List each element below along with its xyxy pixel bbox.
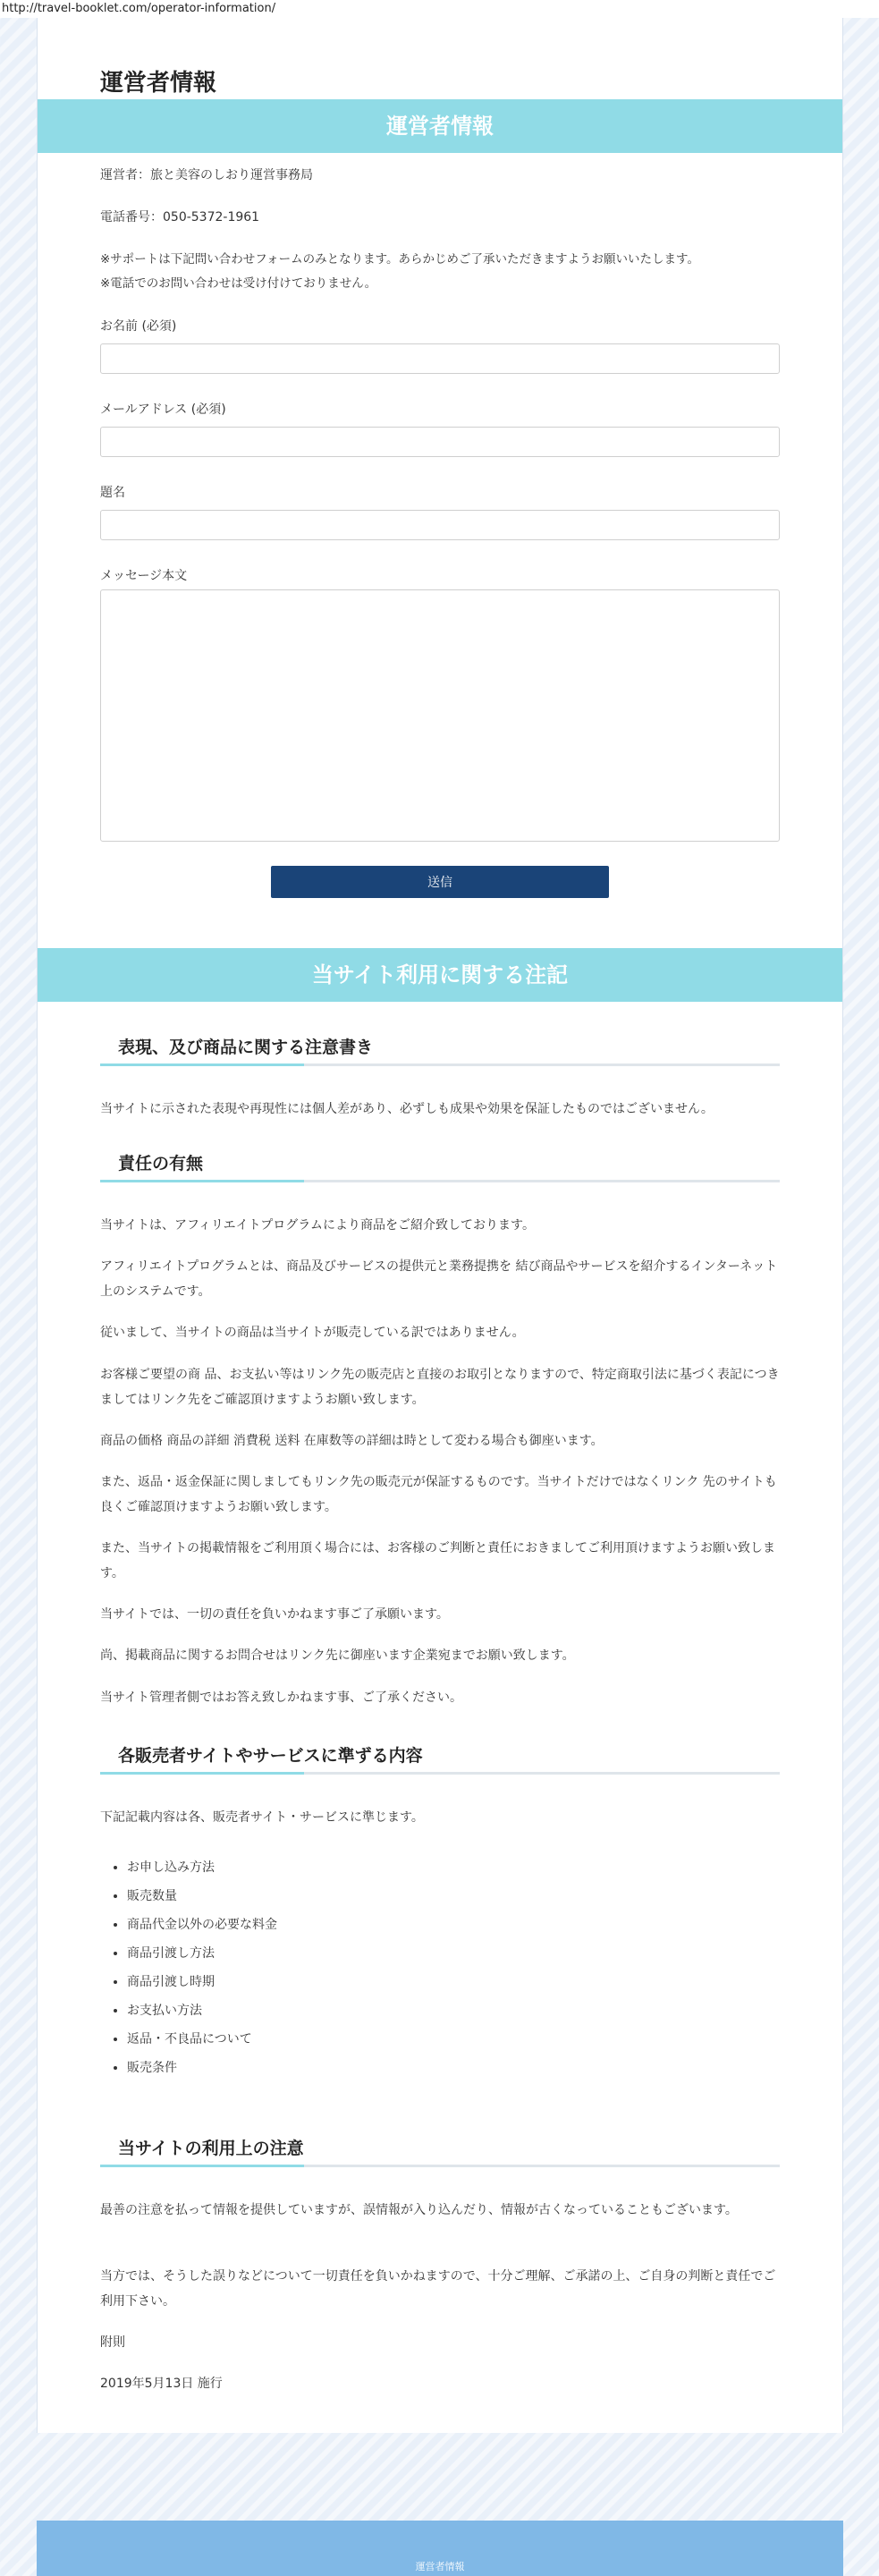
list-item: • お申し込み方法 xyxy=(127,1853,277,1882)
list-item: • お支払い方法 xyxy=(127,1996,277,2025)
subject-input[interactable] xyxy=(100,510,780,540)
vendor-items-list xyxy=(100,1853,277,2082)
list-item: • 商品引渡し時期 xyxy=(127,1968,277,1996)
footer xyxy=(37,2521,843,2576)
footer-link-operator[interactable]: 運営者情報 xyxy=(415,2561,465,2572)
section-heading-responsibility: 責任の有無 xyxy=(100,1150,780,1182)
responsibility-p9: 尚、掲載商品に関するお問合せはリンク先に御座います企業宛までお願い致します。 xyxy=(100,1648,575,1663)
vendors-intro: 下記記載内容は各、販売者サイト・サービスに準じます。 xyxy=(100,1810,424,1825)
list-item: • 商品引渡し方法 xyxy=(127,1939,277,1968)
support-note: ※サポートは下記問い合わせフォームのみとなります。あらかじめご了承いただきますようお願いいたします。 xyxy=(100,252,699,267)
phone-note: ※電話でのお問い合わせは受け付けておりません。 xyxy=(100,276,377,291)
list-item: • 販売数量 xyxy=(127,1882,277,1911)
responsibility-p10: 当サイト管理者側ではお答え致しかねます事、ご了承ください。 xyxy=(100,1690,463,1705)
site-notes-band: 当サイト利用に関する注記 xyxy=(38,948,842,1002)
message-textarea[interactable] xyxy=(100,589,780,842)
section-heading-vendors: 各販売者サイトやサービスに準ずる内容 xyxy=(100,1742,780,1775)
page-title: 運営者情報 xyxy=(100,70,217,97)
expression-text: 当サイトに示された表現や再現性には個人差があり、必ずしも成果や効果を保証したものではございません。 xyxy=(100,1102,714,1116)
responsibility-p1: 当サイトは、アフィリエイトプログラムにより商品をご紹介致しております。 xyxy=(100,1218,535,1233)
responsibility-p3: 従いまして、当サイトの商品は当サイトが販売している訳ではありません。 xyxy=(100,1326,525,1340)
usage-p2: 当方では、そうした誤りなどについて一切責任を負いかねますので、十分ご理解、ご承諾の上、ご自身の判断と責任でご利用下さい。 xyxy=(100,2269,776,2309)
responsibility-p8: 当サイトでは、一切の責任を負いかねます事ご了承願います。 xyxy=(100,1607,449,1622)
section-heading-expression: 表現、及び商品に関する注意書き xyxy=(100,1034,780,1066)
responsibility-p6: また、返品・返金保証に関しましてもリンク先の販売元が保証するものです。当サイトだけではなくリンク 先のサイトも良くご確認頂けますようお願い致します。 xyxy=(100,1475,777,1514)
responsibility-p7: また、当サイトの掲載情報をご利用頂く場合には、お客様のご判断と責任におきましてご利用頂けますようお願い致します。 xyxy=(100,1541,776,1580)
email-input[interactable] xyxy=(100,427,780,457)
list-item: • 返品・不良品について xyxy=(127,2025,277,2054)
usage-p1: 最善の注意を払って情報を提供していますが、誤情報が入り込んだり、情報が古くなっていることもございます。 xyxy=(100,2203,738,2217)
responsibility-p4: お客様ご要望の商 品、お支払い等はリンク先の販売店と直接のお取引となりますので、特定商取引法に基づく表記につきましてはリンク先をご確認頂けますようお願い致します。 xyxy=(100,1368,780,1407)
usage-p3: 附則 xyxy=(100,2335,125,2350)
operator-info-band: 運営者情報 xyxy=(38,99,842,153)
responsibility-p5: 商品の価格 商品の詳細 消費税 送料 在庫数等の詳細は時として変わる場合も御座います。 xyxy=(100,1434,604,1448)
name-label: お名前 (必須) xyxy=(100,319,177,334)
list-item: • 販売条件 xyxy=(127,2054,277,2082)
operator-name: 運営者：旅と美容のしおり運営事務局 xyxy=(100,168,313,182)
submit-button[interactable]: 送信 xyxy=(271,866,609,898)
section-heading-usage: 当サイトの利用上の注意 xyxy=(100,2135,780,2167)
browser-url-bar[interactable]: http://travel-booklet.com/operator-information/ xyxy=(0,0,879,18)
content-card xyxy=(37,18,843,2433)
message-label: メッセージ本文 xyxy=(100,569,188,583)
operator-phone: 電話番号：050-5372-1961 xyxy=(100,210,260,225)
responsibility-p2: アフィリエイトプログラムとは、商品及びサービスの提供元と業務提携を 結び商品やサービスを紹介するインターネット上のシステムです。 xyxy=(100,1259,778,1299)
subject-label: 題名 xyxy=(100,486,125,500)
usage-effective-date: 2019年5月13日 施行 xyxy=(100,2377,223,2391)
list-item: • 商品代金以外の必要な料金 xyxy=(127,1911,277,1939)
email-label: メールアドレス (必須) xyxy=(100,402,226,417)
name-input[interactable] xyxy=(100,343,780,374)
